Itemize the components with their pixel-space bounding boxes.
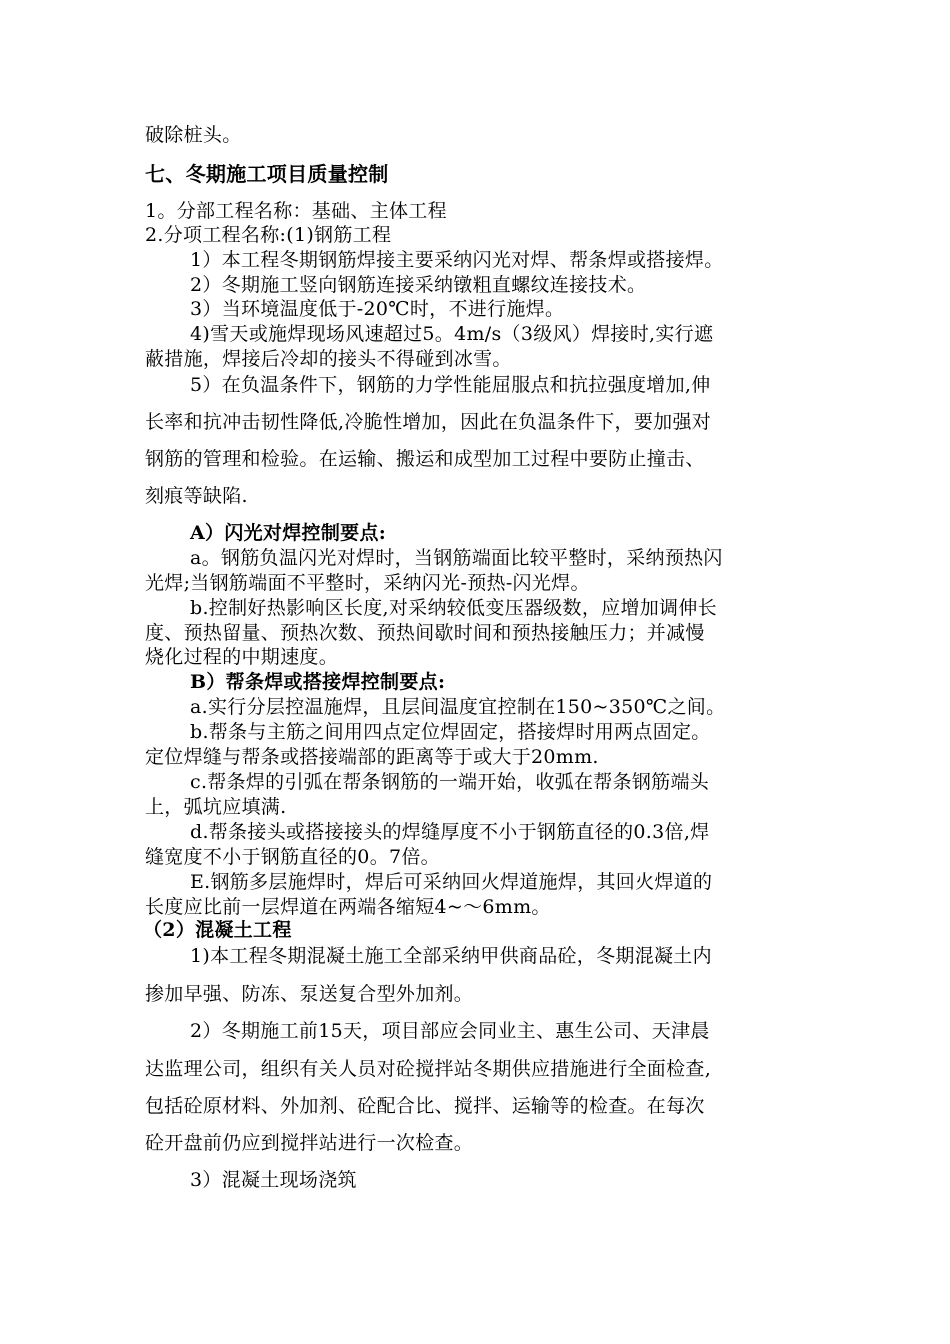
section-heading: 七、冬期施工项目质量控制	[145, 162, 389, 186]
text-line: 长率和抗冲击韧性降低,冷脆性增加，因此在负温条件下，要加强对	[145, 411, 712, 433]
text-line: 烧化过程的中期速度。	[145, 646, 339, 668]
text-line: 1)本工程冬期混凝土施工全部采纳甲供商品砼，冬期混凝土内	[190, 945, 712, 967]
text-line: 包括砼原材料、外加剂、砼配合比、搅拌、运输等的检查。在每次	[145, 1095, 705, 1117]
text-line: 1。分部工程名称：基础、主体工程	[145, 200, 447, 222]
text-line: 2）冬期施工竖向钢筋连接采纳镦粗直螺纹连接技术。	[190, 274, 647, 296]
text-line: 蔽措施，焊接后冷却的接头不得碰到冰雪。	[145, 348, 512, 370]
text-line: 3）混凝土现场浇筑	[190, 1169, 357, 1191]
text-line: b.帮条与主筋之间用四点定位焊固定，搭接焊时用两点固定。	[190, 721, 711, 743]
text-line: 掺加早强、防冻、泵送复合型外加剂。	[145, 983, 474, 1005]
text-line: 砼开盘前仍应到搅拌站进行一次检查。	[145, 1132, 474, 1154]
text-line: 度、预热留量、预热次数、预热间歇时间和预热接触压力；并减慢	[145, 622, 705, 644]
text-line: 上，弧坑应填满.	[145, 796, 287, 818]
text-line: 长度应比前一层焊道在两端各缩短4~～6mm。	[145, 896, 551, 918]
text-line: 缝宽度不小于钢筋直径的0。7倍。	[145, 846, 440, 868]
text-line: a。钢筋负温闪光对焊时，当钢筋端面比较平整时，采纳预热闪	[190, 547, 723, 569]
sub-heading: B）帮条焊或搭接焊控制要点:	[190, 671, 446, 693]
text-line: 破除桩头。	[145, 124, 242, 146]
text-line: d.帮条接头或搭接接头的焊缝厚度不小于钢筋直径的0.3倍,焊	[190, 821, 710, 843]
text-line: a.实行分层控温施焊，且层间温度宜控制在150~350℃之间。	[190, 696, 726, 718]
text-line: 光焊;当钢筋端面不平整时，采纳闪光-预热-闪光焊。	[145, 572, 590, 594]
section-heading: （2）混凝土工程	[143, 919, 292, 941]
text-line: 3）当环境温度低于-20℃时，不进行施焊。	[190, 298, 565, 320]
text-line: 2）冬期施工前15天，项目部应会同业主、惠生公司、天津晨	[190, 1020, 710, 1042]
text-line: 1）本工程冬期钢筋焊接主要采纳闪光对焊、帮条焊或搭接焊。	[190, 249, 724, 271]
text-line: b.控制好热影响区长度,对采纳较低变压器级数，应增加调伸长	[190, 597, 717, 619]
text-line: 钢筋的管理和检验。在运输、搬运和成型加工过程中要防止撞击、	[145, 448, 705, 470]
text-line: 5）在负温条件下，钢筋的力学性能屈服点和抗拉强度增加,伸	[190, 374, 711, 396]
text-line: 2.分项工程名称:(1)钢筋工程	[145, 224, 392, 246]
text-line: 定位焊缝与帮条或搭接端部的距离等于或大于20mm.	[145, 746, 599, 768]
text-line: 刻痕等缺陷.	[145, 485, 248, 507]
text-line: c.帮条焊的引弧在帮条钢筋的一端开始，收弧在帮条钢筋端头	[190, 771, 710, 793]
text-line: 达监理公司，组织有关人员对砼搅拌站冬期供应措施进行全面检查,	[145, 1058, 712, 1080]
text-line: E.钢筋多层施焊时，焊后可采纳回火焊道施焊，其回火焊道的	[190, 871, 713, 893]
sub-heading: A）闪光对焊控制要点:	[190, 522, 387, 544]
text-line: 4)雪天或施焊现场风速超过5。4m/s（3级风）焊接时,实行遮	[190, 323, 714, 345]
